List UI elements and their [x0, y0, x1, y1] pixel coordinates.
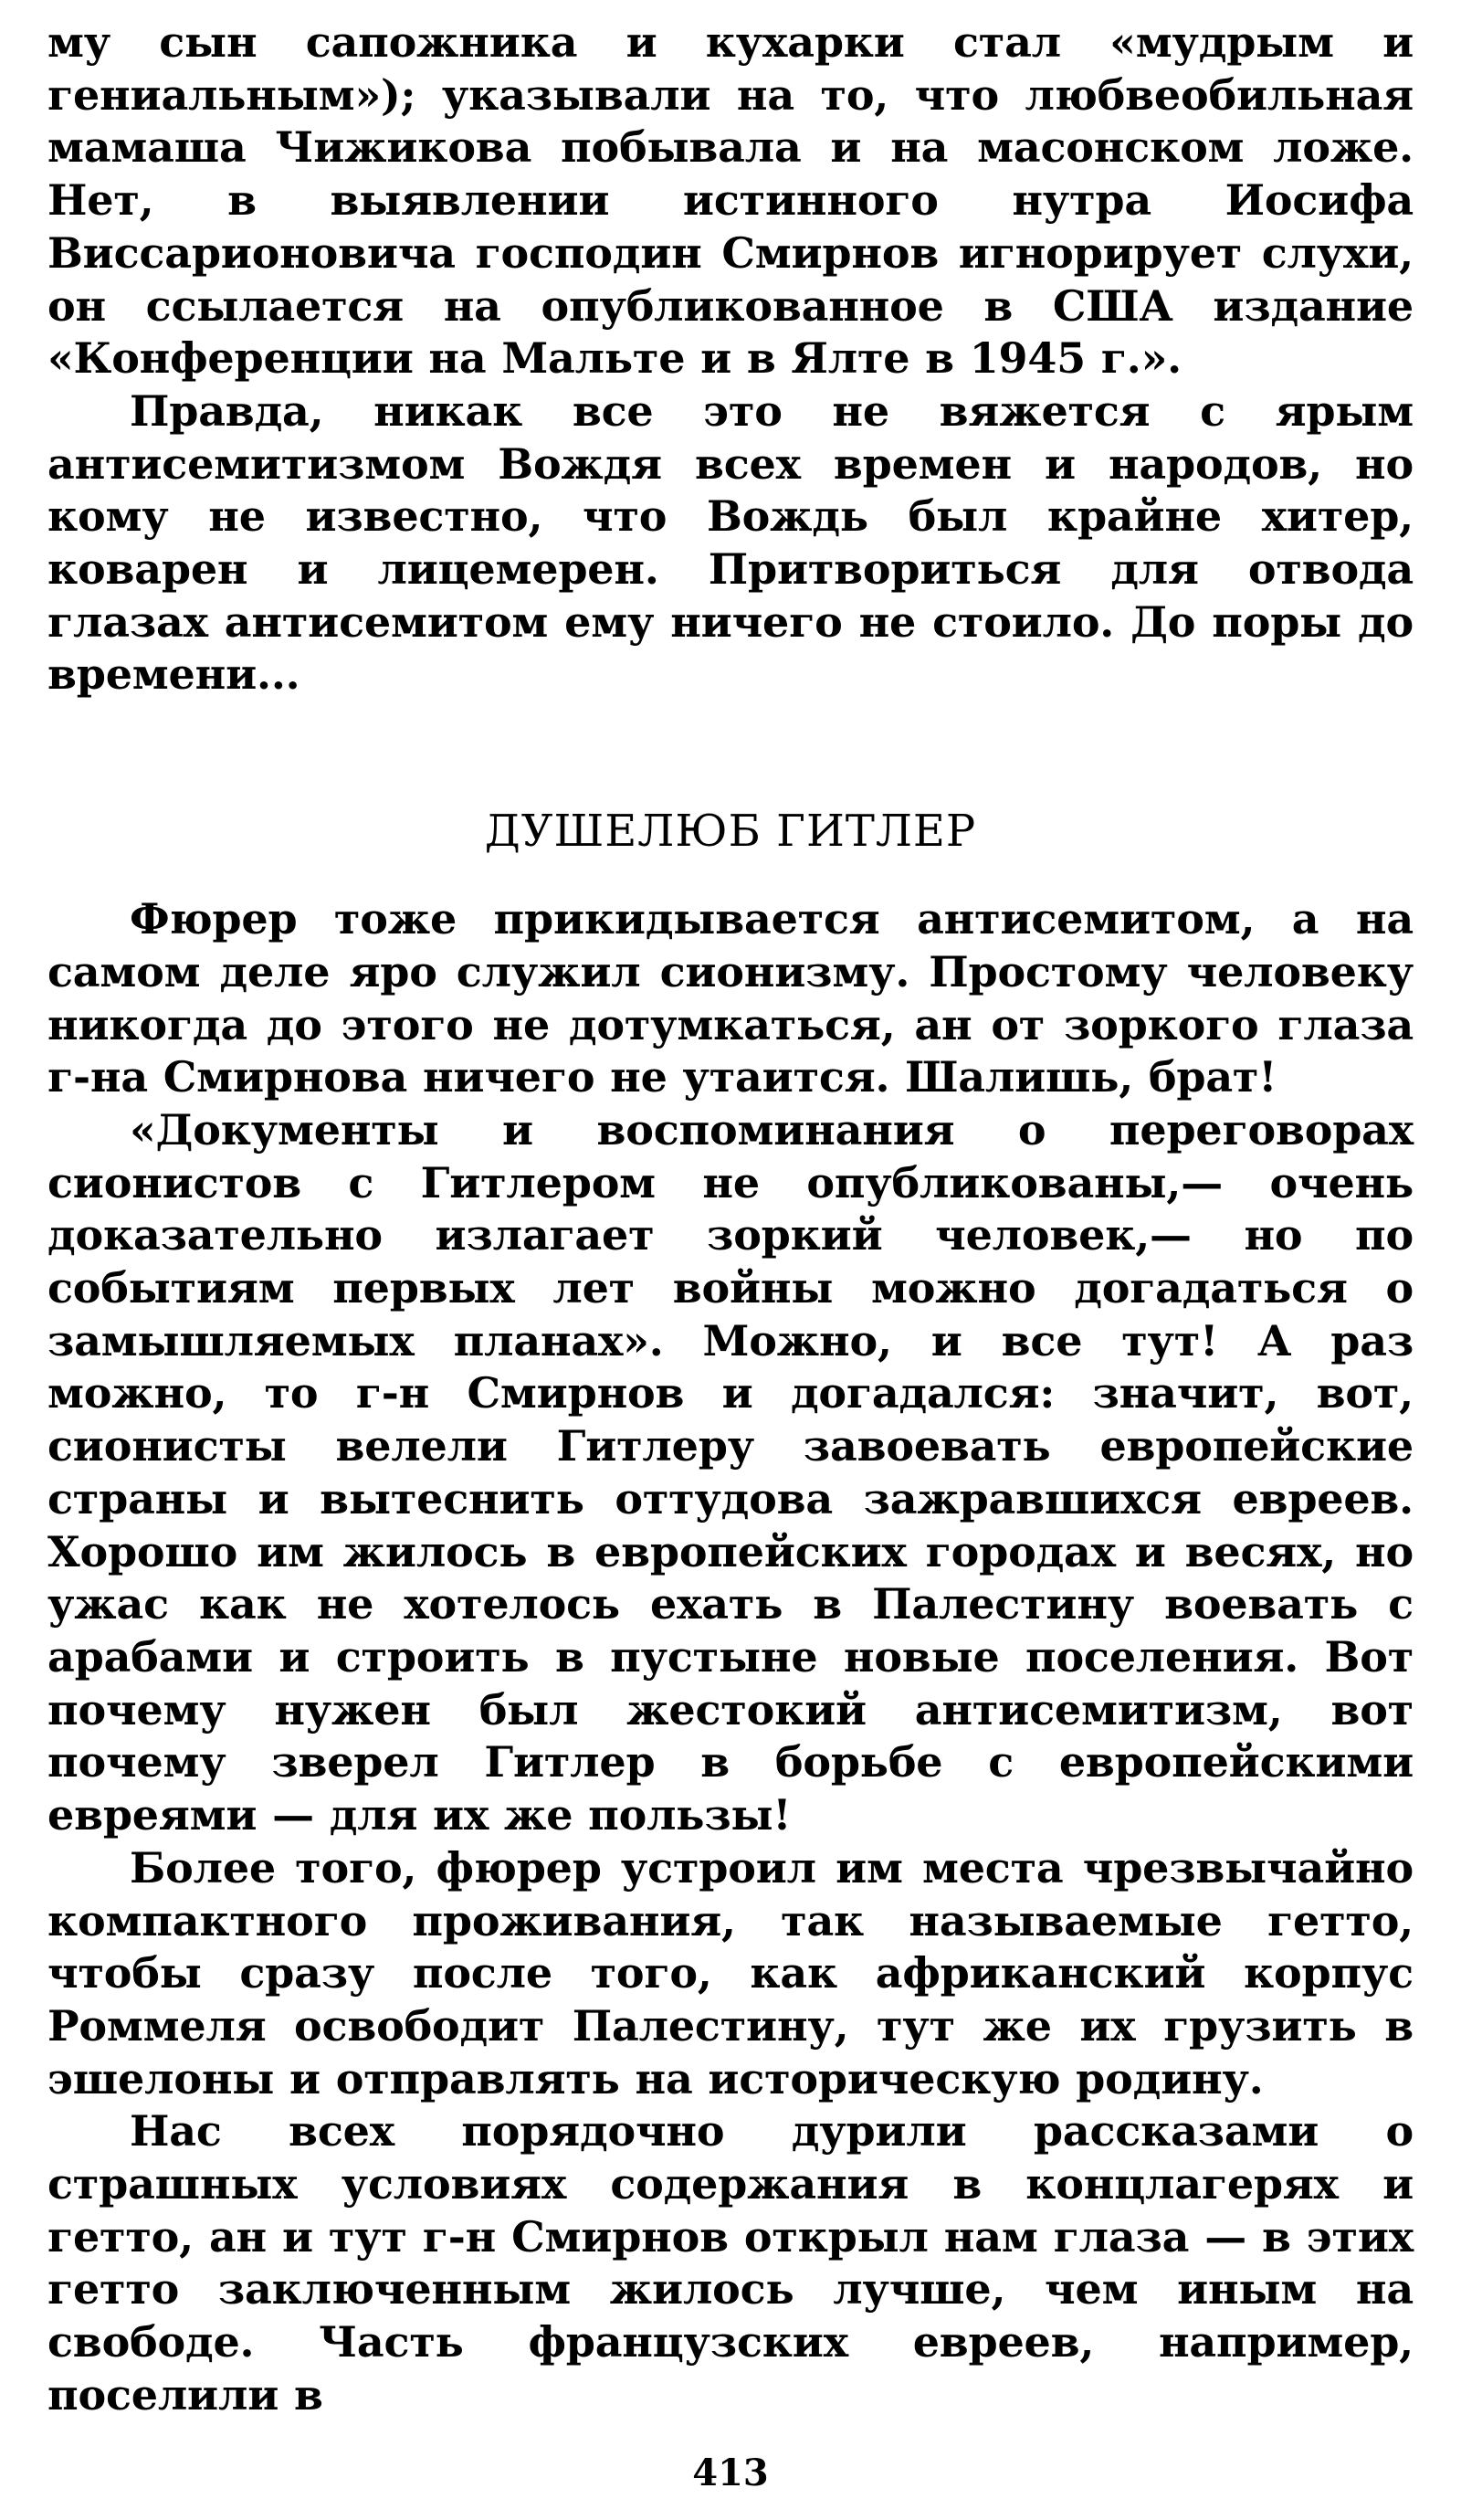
section-spacer — [47, 701, 1414, 804]
paragraph: Правда, никак все это не вяжется с ярым антисемитизмом Вождя всех времен и народов, но кому не известно, что Вождь был крайне хитер, коварен и лицемерен. Притвориться для отвода глазах антисемитом ему ничего не стоило. До поры до времени... — [47, 385, 1414, 700]
book-page — [47, 16, 1414, 2501]
paragraph: Более того, фюрер устроил им места чрезвычайно компактного проживания, так называемые гетто, чтобы сразу после того, как африканский корпус Роммеля освободит Палестину, тут же их грузить в эшелоны и отправлять на историческую родину. — [47, 1842, 1414, 2104]
paragraph: «Документы и воспоминания о переговорах сионистов с Гитлером не опубликованы,— очень доказательно излагает зоркий человек,— но по событиям первых лет войны можно догадаться о замышляемых планах». Можно, и все тут! А раз можно, то г-н Смирнов и догадался: значит, вот, сионисты велели Гитлеру завоевать европейские страны и вытеснить оттудова зажравшихся евреев. Хорошо им жилось в европейских городах и весях, но ужас как не хотелось ехать в Палестину воевать с арабами и строить в пустыне новые поселения. Вот почему нужен был жестокий антисемитизм, вот почему зверел Гитлер в борьбе с европейскими евреями — для их же пользы! — [47, 1104, 1414, 1840]
section-title: ДУШЕЛЮБ ГИТЛЕР — [484, 806, 977, 858]
paragraph: Нас всех порядочно дурили рассказами о страшных условиях содержания в концлагерях и гетто, ан и тут г-н Смирнов открыл нам глаза — в этих гетто заключенным жилось лучше, чем иным на свободе. Часть французских евреев, например, поселили в — [47, 2106, 1414, 2420]
page-number: 413 — [692, 2451, 769, 2494]
paragraph-continuation: му сын сапожника и кухарки стал «мудрым и гениальным»); указывали на то, что любвеобильная мамаша Чижикова побывала и на масонском ложе. Нет, в выявлении истинного нутра Иосифа Виссарионовича господин Смирнов игнорирует слухи, он ссылается на опубликованное в США издание «Конференции на Мальте и в Ялте в 1945 г.». — [47, 17, 1414, 384]
section-spacer — [47, 859, 1414, 893]
paragraph: Фюрер тоже прикидывается антисемитом, а на самом деле яро служил сионизму. Простому человеку никогда до этого не дотумкаться, ан от зоркого глаза г-на Смирнова ничего не утаится. Шалишь, брат! — [47, 894, 1414, 1102]
